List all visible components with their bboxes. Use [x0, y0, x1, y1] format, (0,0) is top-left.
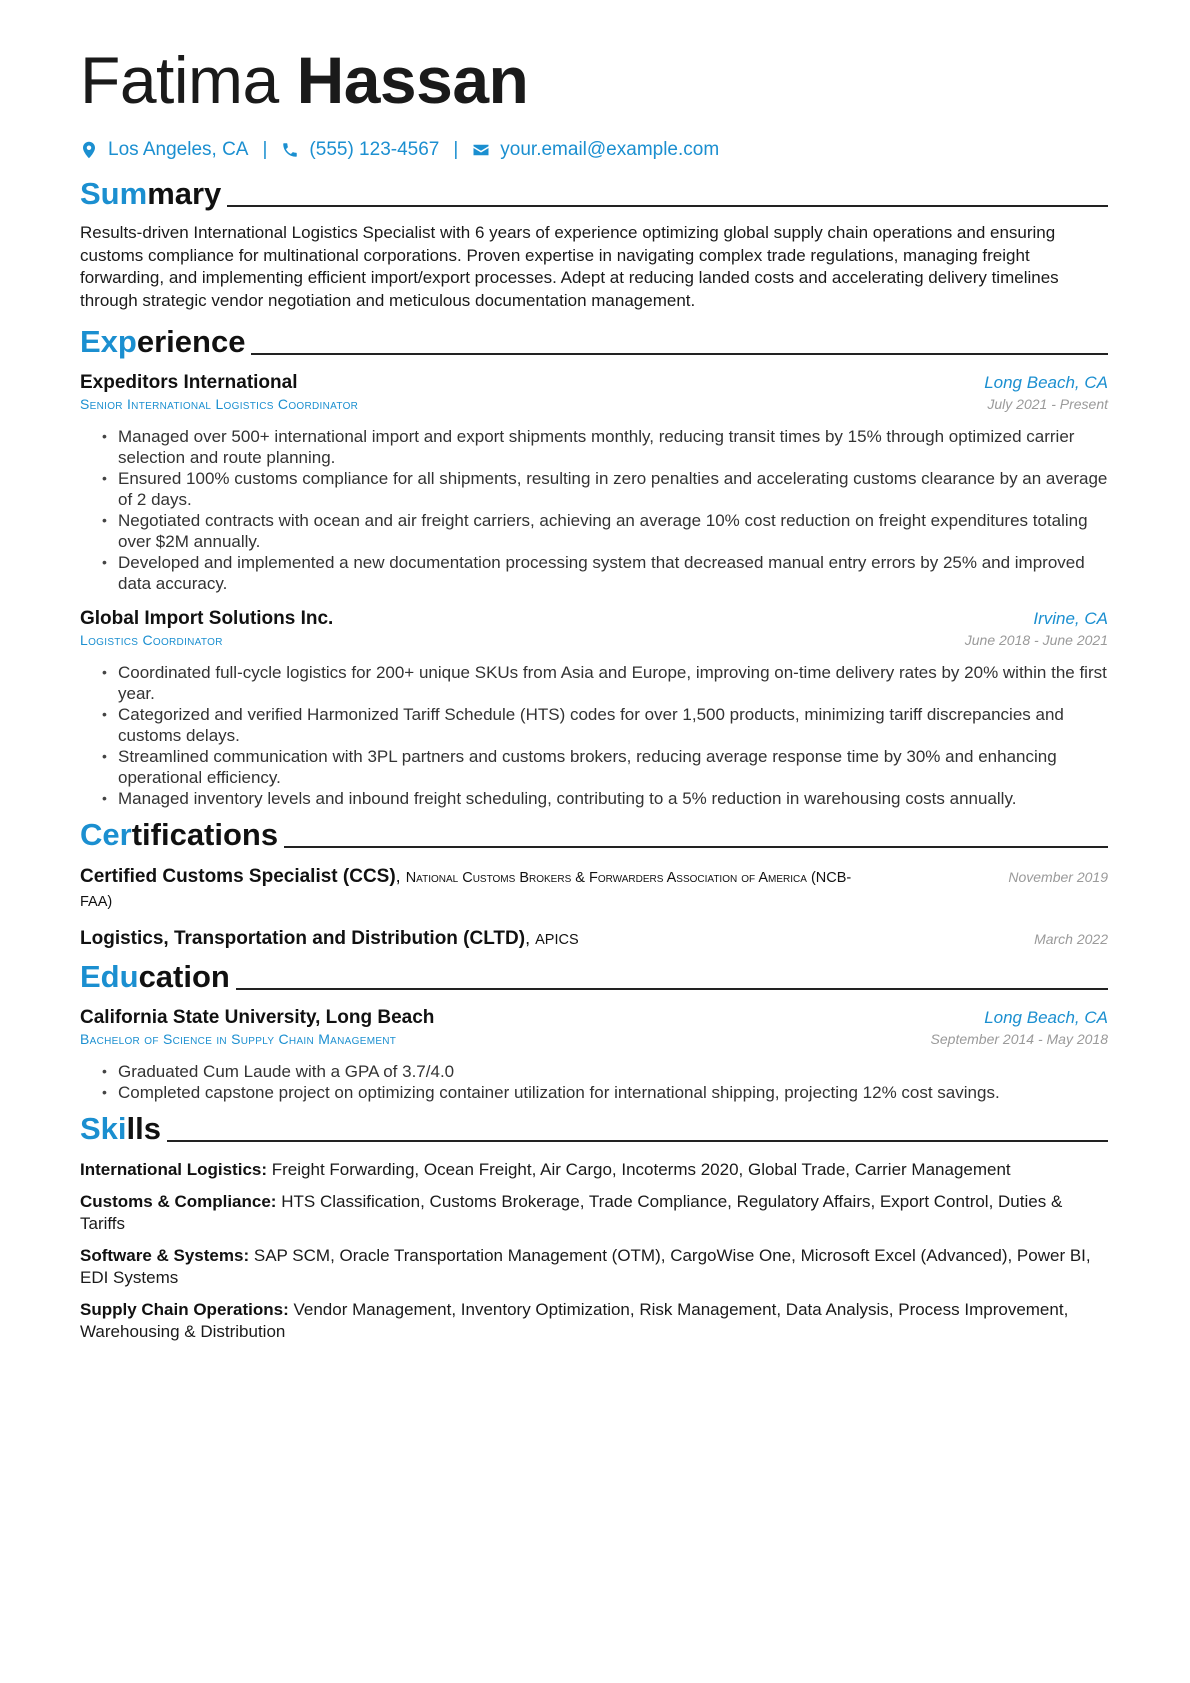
skill-label: Software & Systems:: [80, 1246, 250, 1265]
map-pin-icon: [80, 141, 98, 159]
school-location: Long Beach, CA: [984, 1008, 1108, 1027]
email-text: your.email@example.com: [500, 139, 720, 160]
bullet-item: • Developed and implemented a new documentation processing system that decreased manual entry errors by 25% and improved data accuracy.: [118, 552, 1108, 594]
section-title: Experience: [80, 324, 246, 359]
bullet-item: • Streamlined communication with 3PL partners and customs brokers, reducing average response time by 30% and enhancing operational efficiency.: [118, 746, 1108, 788]
cert-name: Logistics, Transportation and Distribution (CLTD): [80, 928, 526, 949]
job-location: Irvine, CA: [1033, 609, 1108, 628]
bullet-item: • Negotiated contracts with ocean and air freight carriers, achieving an average 10% cost reduction on freight expenditures totaling over $2M annually.: [118, 510, 1108, 552]
contact-email[interactable]: [472, 139, 719, 161]
section-divider: [284, 846, 1108, 848]
skill-value: HTS Classification, Customs Brokerage, Trade Compliance, Regulatory Affairs, Export Control, Duties & Tariffs: [80, 1192, 1063, 1233]
location-text: Los Angeles, CA: [108, 139, 249, 160]
skill-label: Customs & Compliance:: [80, 1192, 277, 1211]
skill-value: SAP SCM, Oracle Transportation Management (OTM), CargoWise One, Microsoft Excel (Advanced), Power BI, EDI Systems: [80, 1246, 1091, 1287]
skill-label: International Logistics:: [80, 1160, 268, 1179]
certification-item: Logistics, Transportation and Distribution (CLTD), APICS March 2022: [80, 928, 1108, 949]
job-dates: July 2021 - Present: [987, 396, 1108, 412]
skill-label: Supply Chain Operations:: [80, 1300, 289, 1319]
section-divider: [236, 988, 1108, 990]
section-title: Certifications: [80, 817, 279, 852]
skill-value: Freight Forwarding, Ocean Freight, Air Cargo, Incoterms 2020, Global Trade, Carrier Management: [271, 1160, 1011, 1179]
bullet-item: • Managed over 500+ international import and export shipments monthly, reducing transit times by 15% through optimized carrier selection and route planning.: [118, 426, 1108, 468]
education-bullets: [80, 1061, 1108, 1103]
certifications-heading: [80, 817, 1108, 853]
contact-phone[interactable]: [281, 139, 439, 161]
job-bullets: [80, 662, 1108, 809]
skill-row: [80, 1299, 1108, 1343]
section-title: Skills: [80, 1111, 161, 1146]
bullet-item: • Ensured 100% customs compliance for all shipments, resulting in zero penalties and accelerating customs clearance by an average of 2 days.: [118, 468, 1108, 510]
job-entry: [80, 608, 1108, 809]
section-title: Education: [80, 959, 230, 994]
bullet-item: • Completed capstone project on optimizing container utilization for international shipping, projecting 12% cost savings.: [118, 1082, 1108, 1103]
contact-separator: |: [262, 139, 268, 160]
section-divider: [227, 205, 1108, 207]
contact-separator: |: [453, 139, 459, 160]
section-title: Summary: [80, 176, 222, 211]
section-divider: [167, 1140, 1108, 1142]
job-location: Long Beach, CA: [984, 373, 1108, 392]
skill-value: Vendor Management, Inventory Optimization, Risk Management, Data Analysis, Process Improvement, Warehousing & Distribution: [80, 1300, 1069, 1341]
bullet-item: • Graduated Cum Laude with a GPA of 3.7/4.0: [118, 1061, 1108, 1082]
company-name: Global Import Solutions Inc.: [80, 608, 334, 629]
certification-item: Certified Customs Specialist (CCS), National Customs Brokers & Forwarders Association of America (NCB-FAA) November 2019: [80, 866, 1108, 910]
skill-row: [80, 1159, 1108, 1181]
candidate-name: [80, 38, 1108, 122]
education-dates: September 2014 - May 2018: [930, 1031, 1108, 1047]
degree: Bachelor of Science in Supply Chain Management: [80, 1031, 397, 1047]
job-bullets: [80, 426, 1108, 594]
education-heading: [80, 959, 1108, 995]
job-entry: [80, 372, 1108, 594]
contact-bar: [80, 136, 1108, 164]
summary-heading: [80, 176, 1108, 212]
job-dates: June 2018 - June 2021: [964, 632, 1108, 648]
education-entry: [80, 1007, 1108, 1103]
cert-date: March 2022: [1034, 931, 1108, 947]
cert-name: Certified Customs Specialist (CCS): [80, 866, 396, 887]
contact-location: [80, 139, 248, 161]
envelope-icon: [472, 141, 490, 159]
bullet-item: • Categorized and verified Harmonized Tariff Schedule (HTS) codes for over 1,500 products, minimizing tariff discrepancies and customs delays.: [118, 704, 1108, 746]
skill-row: [80, 1191, 1108, 1235]
bullet-item: • Managed inventory levels and inbound freight scheduling, contributing to a 5% reduction in warehousing costs annually.: [118, 788, 1108, 809]
skills-heading: [80, 1111, 1108, 1147]
company-name: Expeditors International: [80, 372, 298, 393]
first-name: Fatima: [80, 43, 279, 117]
experience-heading: [80, 324, 1108, 360]
phone-text: (555) 123-4567: [309, 139, 440, 160]
last-name: Hassan: [296, 43, 529, 117]
summary-text: Results-driven International Logistics Specialist with 6 years of experience optimizing global supply chain operations and ensuring customs compliance for multinational corporations. Proven expertise in navigating complex trade regulations, managing freight forwarding, and implementing efficient import/export processes. Adept at reducing landed costs and accelerating delivery timelines through strategic vendor negotiation and meticulous documentation management.: [80, 223, 1059, 310]
school-name: California State University, Long Beach: [80, 1007, 435, 1028]
bullet-item: • Coordinated full-cycle logistics for 200+ unique SKUs from Asia and Europe, improving on-time delivery rates by 20% within the first year.: [118, 662, 1108, 704]
section-divider: [251, 353, 1108, 355]
skill-row: [80, 1245, 1108, 1289]
phone-icon: [281, 141, 299, 159]
cert-org: National Customs Brokers & Forwarders Association of America (NCB-FAA): [80, 870, 852, 910]
cert-org: APICS: [535, 932, 579, 948]
job-role: Senior International Logistics Coordinator: [80, 396, 359, 412]
cert-date: November 2019: [1008, 869, 1108, 885]
job-role: Logistics Coordinator: [80, 632, 223, 648]
